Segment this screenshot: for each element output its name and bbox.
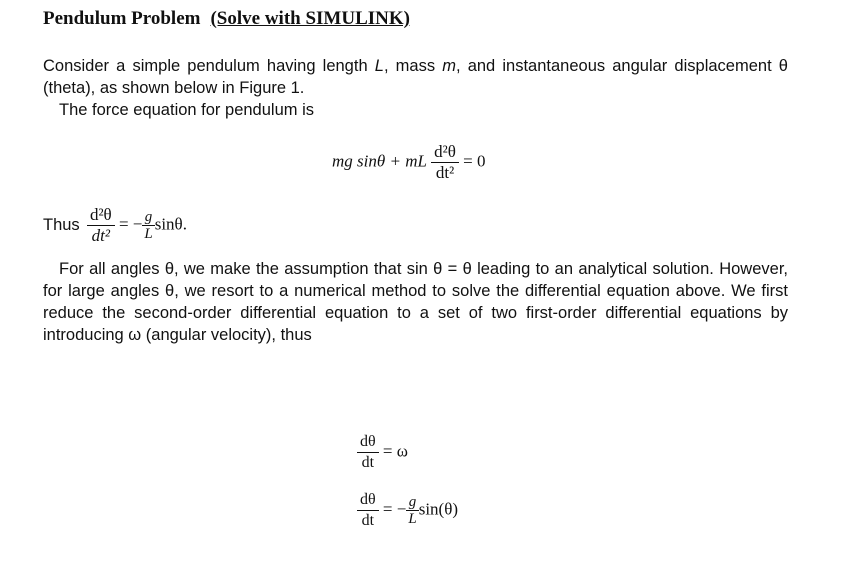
var-mass: m (442, 57, 456, 75)
title-main: Pendulum Problem (43, 8, 201, 29)
l-denominator: L (144, 226, 153, 242)
thus-label: Thus (43, 216, 80, 234)
title-subtitle: (Solve with SIMULINK) (210, 8, 410, 29)
page-title (43, 8, 410, 30)
fraction-denominator: dt (361, 454, 375, 471)
intro-text-a: Consider a simple pendulum having length (43, 57, 375, 75)
first-derivative-fraction (357, 491, 379, 530)
fraction-numerator: dθ (357, 433, 379, 453)
intro-paragraph (43, 55, 788, 99)
sin-theta-term: sin(θ) (418, 499, 459, 519)
g-numerator: g (142, 209, 154, 226)
sin-theta-term: sinθ. (154, 214, 187, 234)
g-over-l-fraction (142, 209, 154, 242)
g-over-l-fraction (406, 494, 418, 527)
equals-omega: = ω (382, 441, 408, 461)
intro-text-c: , and instantaneous angular displacement θ (theta), as shown below in Figure 1. (43, 57, 788, 97)
second-derivative-fraction (87, 206, 115, 245)
force-line: The force equation for pendulum is (59, 101, 314, 119)
body-text: For all angles θ, we make the assumption that sin θ = θ leading to an analytical solution. However, for large angles θ, we resort to a numerical method to solve the differential equation above. We first reduce the second-order differential equation to a set of two first-order differential equations by introducing ω (angular velocity), thus (43, 260, 788, 344)
force-lhs: mg sinθ + mL (332, 151, 427, 171)
fraction-numerator: dθ (357, 491, 379, 511)
body-paragraph (43, 258, 788, 346)
system-equation-2 (357, 491, 458, 530)
fraction-denominator: dt (361, 512, 375, 529)
first-derivative-fraction (357, 433, 379, 472)
g-numerator: g (406, 494, 418, 511)
equals-minus: = − (382, 499, 407, 519)
intro-text-b: , mass (383, 57, 443, 75)
fraction-numerator: d²θ (87, 206, 115, 226)
system-equation-1 (357, 433, 408, 472)
var-length: L (374, 57, 384, 75)
l-denominator: L (408, 511, 417, 527)
equals-minus: = − (118, 214, 143, 234)
fraction-numerator: d²θ (431, 143, 459, 163)
fraction-denominator: dt² (435, 163, 455, 182)
force-equation (332, 143, 486, 182)
force-rhs: = 0 (463, 151, 486, 171)
thus-equation (43, 206, 187, 245)
fraction-denominator: dt² (91, 226, 110, 245)
second-derivative-fraction (431, 143, 459, 182)
